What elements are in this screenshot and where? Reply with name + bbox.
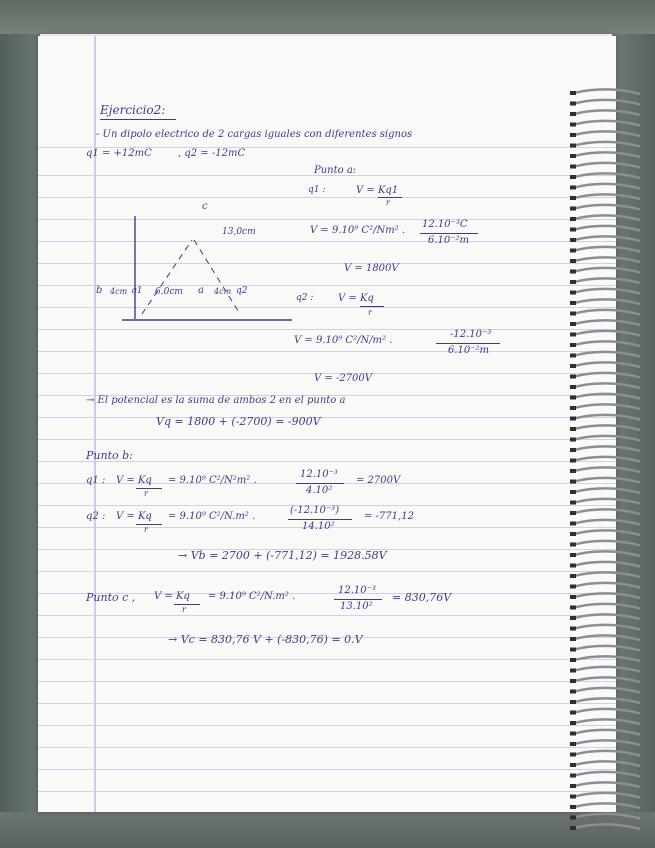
fraction-bar (378, 197, 402, 198)
point-b-q2-sub: = 9.10⁹ C²/N.m² . (168, 511, 256, 522)
table-background (0, 0, 655, 34)
point-c-result: = 830,76V (392, 591, 452, 604)
point-a-title: Punto a: (314, 165, 357, 176)
point-a-sub2-den: 6.10⁻²m (448, 345, 490, 356)
point-a-result2: V = -2700V (314, 373, 373, 384)
diagram-segment-label-1: 4cm (110, 287, 128, 296)
fraction-bar (288, 519, 352, 520)
point-a-q1-label: q1 : (308, 185, 326, 195)
point-a-formula-den: r (386, 198, 390, 207)
point-b-q1-label: q1 : (86, 475, 106, 486)
point-a-total: Vq = 1800 + (-2700) = -900V (156, 415, 321, 428)
problem-statement: - Un dipolo electrico de 2 cargas iguales con diferentes signos (96, 129, 413, 140)
diagram-apex-label: c (202, 201, 208, 212)
point-a-formula2: V = Kq (338, 293, 374, 304)
point-a-result: V = 1800V (344, 263, 399, 274)
page-heading: Ejercicio2: (100, 103, 166, 117)
fraction-bar (136, 524, 162, 525)
point-c-den: r (182, 605, 186, 614)
diagram-q1-label: q1 (131, 286, 143, 296)
point-b-q1-den2: 4.10² (306, 485, 333, 496)
point-a-q2-label: q2 : (296, 293, 314, 303)
fraction-bar (334, 599, 382, 600)
table-background-bottom (0, 812, 655, 848)
spiral-binding-icon (570, 86, 650, 836)
diagram-point-a: a (198, 285, 204, 296)
fraction-bar (296, 483, 344, 484)
heading-underline (100, 119, 176, 120)
point-a-formula: V = Kq1 (356, 185, 399, 196)
point-c-formula: V = Kq (154, 591, 190, 602)
point-b-title: Punto b: (86, 449, 133, 462)
fraction-bar (436, 343, 500, 344)
charge-q1: q1 = +12mC (86, 148, 152, 159)
point-b-q2-label: q2 : (86, 511, 106, 522)
point-c-sub: = 9.10⁹ C²/N.m² . (208, 591, 296, 602)
point-a-sub-den: 6.10⁻²m (428, 235, 470, 246)
fraction-bar (420, 233, 478, 234)
point-b-q2-formula: V = Kq (116, 511, 152, 522)
table-background-left (0, 34, 40, 812)
point-a-sub2-num: -12.10⁻³ (450, 329, 492, 340)
point-b-q2-den: r (144, 525, 148, 534)
point-b-q2-den2: 14.10² (302, 521, 335, 532)
point-a-formula2-den: r (368, 308, 372, 317)
point-c-total: → Vc = 830,76 V + (-830,76) = 0.V (168, 633, 363, 646)
page-header-blank (38, 36, 616, 136)
fraction-bar (136, 488, 162, 489)
charge-q2: , q2 = -12mC (178, 148, 246, 159)
diagram-segment-label-2: 4cm (214, 287, 232, 296)
point-a-sub-num: 12.10⁻³C (422, 219, 468, 230)
point-a-substitution2: V = 9.10⁹ C²/N/m² . (294, 335, 393, 346)
point-b-q1-sub: = 9.10⁹ C²/N²m² . (168, 475, 257, 486)
point-c-num: 12.10⁻³ (338, 585, 376, 596)
point-b-q1-den: r (144, 489, 148, 498)
diagram-q2-label: q2 (236, 286, 248, 296)
point-c-title: Punto c , (86, 591, 136, 604)
point-b-total: → Vb = 2700 + (-771,12) = 1928.58V (178, 549, 387, 562)
point-b-q1-formula: V = Kq (116, 475, 152, 486)
fraction-bar (360, 306, 384, 307)
point-a-substitution: V = 9.10⁹ C²/Nm² . (310, 225, 406, 236)
point-c-den2: 13.10² (340, 601, 373, 612)
diagram-distance-label: 13,0cm (222, 227, 256, 237)
point-b-q2-result: = -771,12 (364, 511, 414, 522)
fraction-bar (174, 604, 200, 605)
diagram-middle-label: 6.0cm (155, 287, 183, 297)
point-b-q2-num: (-12.10⁻³) (290, 505, 340, 516)
point-b-q1-num: 12.10⁻³ (300, 469, 338, 480)
diagram-point-b: b (96, 285, 103, 296)
point-a-conclusion: → El potencial es la suma de ambos 2 en el punto a (86, 395, 346, 406)
notebook-page (38, 36, 616, 812)
point-b-q1-result: = 2700V (356, 475, 401, 486)
